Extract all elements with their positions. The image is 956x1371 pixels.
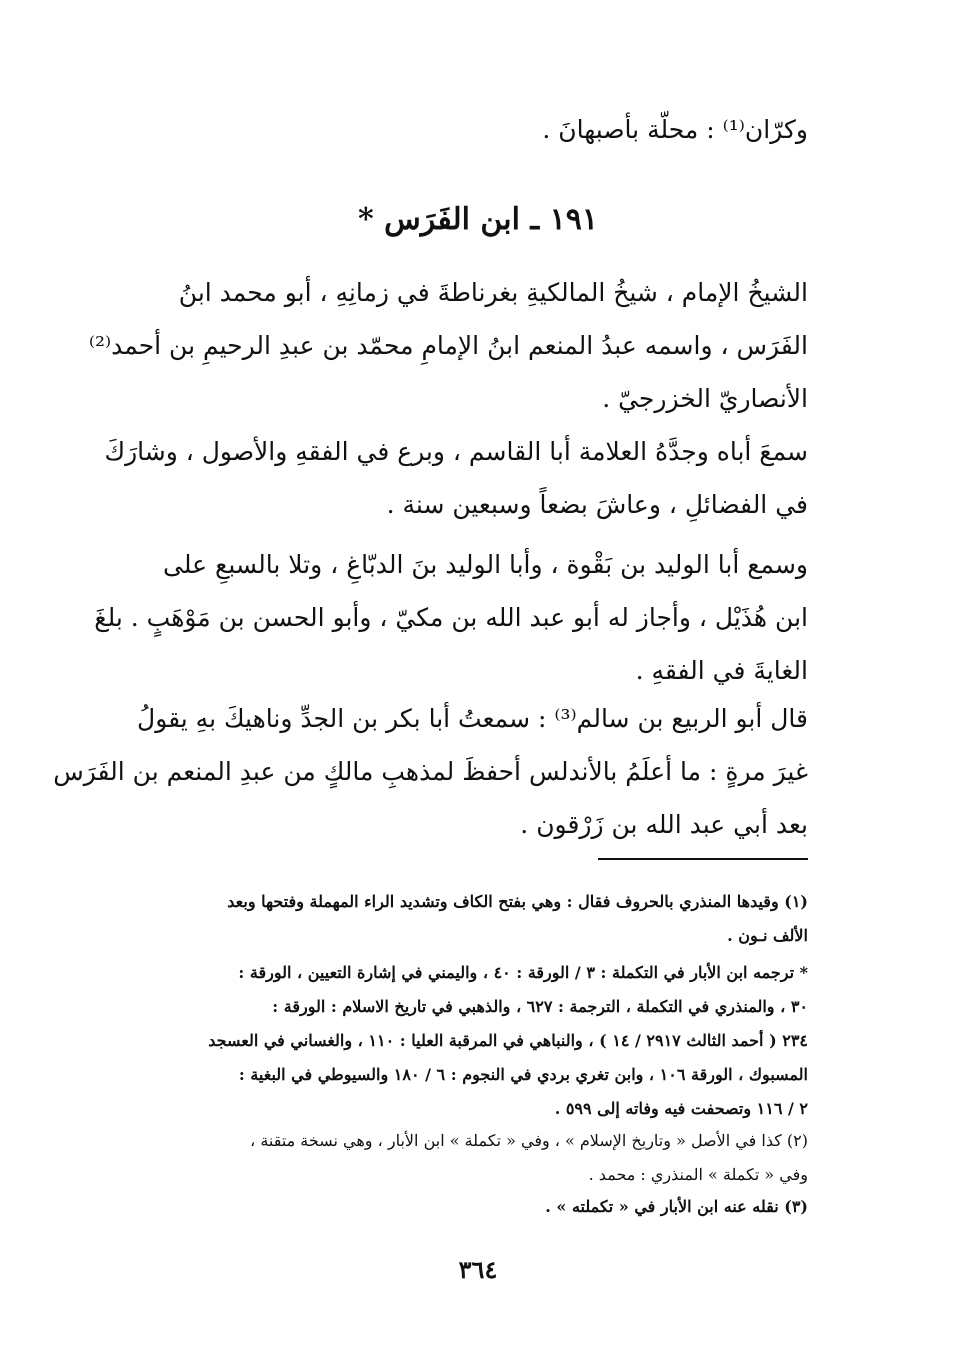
footnote-line: (١) وقيدها المنذري بالحروف فقال : وهي بفتح الكاف وتشديد الراء المهملة وفتحها وبعد — [227, 892, 808, 911]
footnote-1 — [146, 885, 808, 953]
paragraph-line: ابن هُذَيْل ، وأجاز له أبو عبد الله بن مكيّ ، وأبو الحسن بن مَوْهَبٍ . بلغَ — [94, 603, 808, 632]
footnote-line: الألف نـون . — [727, 926, 808, 945]
footnote-line: (٣) نقله عنه ابن الأبار في « تكملته » . — [545, 1197, 808, 1216]
paragraph-line: الأنصاريّ الخزرجيّ . — [602, 384, 808, 413]
paragraph-line: وسمع أبا الوليد بن بَقْوة ، وأبا الوليد بنَ الدبّاغِ ، وتلا بالسبعِ على — [163, 550, 808, 579]
page-number: ٣٦٤ — [458, 1255, 498, 1284]
footnote-line: * ترجمه ابن الأبار في التكملة : ٣ / الورقة : ٤٠ ، واليمني في إشارة التعيين ، الورقة : — [238, 963, 808, 982]
intro-line — [146, 110, 808, 150]
paragraph-line: غيرَ مرةٍ : ما أعلَمُ بالأندلس أحفظَ لمذهبِ مالكٍ من عبدِ المنعم بن الفَرَس — [53, 757, 808, 786]
paragraph-2 — [104, 425, 808, 531]
paragraph-line: الشيخُ الإمام ، شيخُ المالكيةِ بغرناطةَ في زمانِهِ ، أبو محمد ابنُ — [178, 278, 808, 307]
paragraph-line: سمعَ أباه وجدَّهُ العلامة أبا القاسم ، وبرع في الفقهِ والأصول ، وشارَكَ — [104, 437, 808, 466]
paragraph-line: في الفضائلِ ، وعاشَ بضعاً وسبعين سنة . — [386, 490, 808, 519]
paragraph-3 — [94, 538, 808, 697]
entry-heading: ١٩١ ـ ابن الفَرَس * — [358, 202, 598, 237]
footnote-sources — [146, 956, 808, 1126]
paragraph-line: بعد أبي عبد الله بن زَرْقون . — [520, 810, 808, 839]
footnote-line: (٢) كذا في الأصل « وتاريخ الإسلام » ، وفي « تكملة » ابن الأبار ، وهي نسخة متقنة ، — [250, 1131, 808, 1150]
paragraph-1 — [88, 266, 808, 425]
footnote-2 — [146, 1124, 808, 1192]
footnote-divider — [598, 858, 808, 860]
intro-text: وكرّان⁽¹⁾ : محلّة بأصبهانَ . — [542, 115, 808, 144]
footnote-line: ٢٣٤ ( أحمد الثالث ٢٩١٧ / ١٤ ) ، والنباهي في المرقبة العليا : ١١٠ ، والغساني في العسجد — [208, 1031, 808, 1050]
paragraph-line: الغايةَ في الفقهِ . — [635, 656, 808, 685]
paragraph-4 — [53, 692, 808, 851]
footnote-3 — [146, 1190, 808, 1224]
footnote-line: وفي « تكملة » المنذري : محمد . — [588, 1165, 808, 1184]
footnote-line: ٢ / ١١٦ وتصحفت فيه وفاته إلى ٥٩٩ . — [554, 1099, 808, 1118]
footnote-line: ٣٠ ، والمنذري في التكملة ، الترجمة : ٦٢٧ ، والذهبي في تاريخ الاسلام : الورقة : — [272, 997, 808, 1016]
paragraph-line: الفَرَس ، واسمه عبدُ المنعم ابنُ الإمامِ محمّد بن عبدِ الرحيمِ بن أحمد⁽²⁾ — [88, 331, 808, 360]
paragraph-line: قال أبو الربيع بن سالم⁽³⁾ : سمعتُ أبا بكر بن الجدِّ وناهيكَ بهِ يقولُ — [137, 704, 808, 733]
footnote-line: المسبوك ، الورقة ١٠٦ ، وابن تغري بردي في النجوم : ٦ / ١٨٠ والسيوطي في البغية : — [238, 1065, 808, 1084]
